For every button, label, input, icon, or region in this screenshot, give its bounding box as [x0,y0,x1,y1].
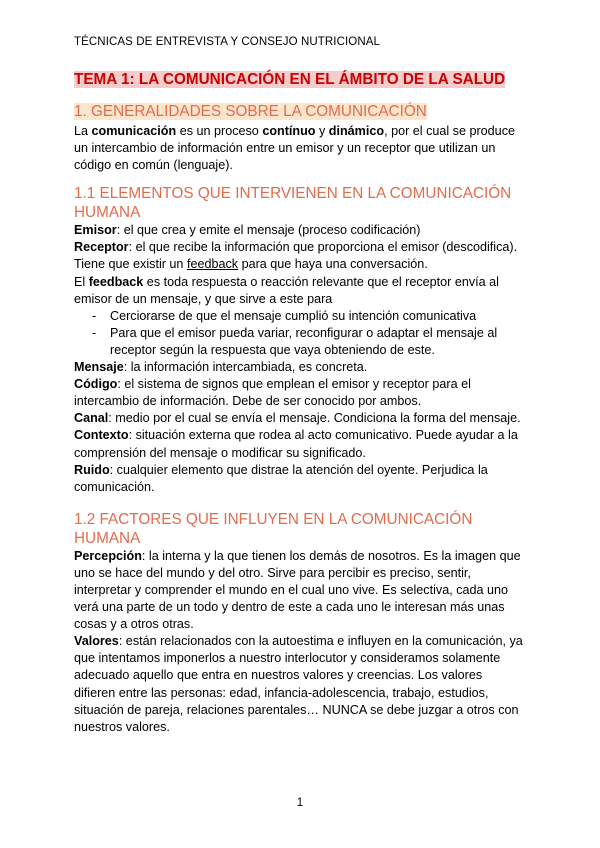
definition-text: : la información intercambiada, es concreta. [123,360,368,375]
definition-text: : están relacionados con la autoestima e influyen en la comunicación, ya que intentamos imponerlos a nuestro interlocutor y consideramos solamente adecuado aquello que entra en nuestros valores y creencias. Los valores difieren entre las personas: edad, infancia-adolescencia, trabajo, estudios, situación de pareja, relaciones parentales… NUNCA se debe juzgar a otros con nuestros valores. [74,634,523,734]
text-run: , por el cual se produce un intercambio de información entre un emisor y un receptor que utilizan un código en común (lenguaje). [74,124,515,173]
section-1-1-heading: 1.1 ELEMENTOS QUE INTERVIENEN EN LA COMUNICACIÓN HUMANA [74,185,512,222]
section-1-2-heading: 1.2 FACTORES QUE INFLUYEN EN LA COMUNICACIÓN HUMANA [74,510,473,547]
definition-text: : el que crea y emite el mensaje (proceso codificación) [116,223,421,238]
term: Valores [74,634,119,649]
definition-text: : la interna y la que tienen los demás de nosotros. Es la imagen que uno se hace del mundo y del otro. Sirve para percibir es preciso, sentir, interpretar y comprender el mundo en el cual uno vive. Es selectiva, cada uno verá una parte de un todo y dentro de este a cada uno le interesan más unas cosas y a otros otras. [74,548,521,632]
definition-percepcion [74,548,524,633]
definition-contexto [74,427,524,461]
definition-text: : medio por el cual se envía el mensaje. Condiciona la forma del mensaje. [108,411,521,426]
definition-receptor [74,239,524,273]
definition-mensaje [74,359,524,376]
text-run: El [74,274,89,289]
definition-ruido [74,462,524,496]
bold-term: contínuo [262,124,316,138]
definition-text: es toda respuesta o reacción relevante que el receptor envía al emisor de un mensaje, y que sirve a este para [74,274,499,306]
definition-text: : el sistema de signos que emplean el emisor y receptor para el intercambio de información. Debe de ser conocido por ambos. [74,377,471,409]
running-header: TÉCNICAS DE ENTREVISTA Y CONSEJO NUTRICIONAL [74,36,381,48]
term: Contexto [74,428,129,443]
definition-feedback [74,274,524,308]
term: Mensaje [74,360,124,375]
page-content [74,69,524,736]
term: Percepción [74,548,142,563]
term: feedback [88,274,144,289]
definition-text: : cualquier elemento que distrae la atención del oyente. Perjudica la comunicación. [74,462,488,494]
definition-valores [74,633,524,736]
term: Canal [74,411,109,426]
list-item: - Cerciorarse de que el mensaje cumplió su intención comunicativa [74,308,524,325]
text-run: La [74,124,92,138]
document-title [74,69,524,90]
bold-term: comunicación [91,124,177,138]
bold-term: dinámico [328,124,385,138]
feedback-list [74,308,524,359]
document-title-text: TEMA 1: LA COMUNICACIÓN EN EL ÁMBITO DE LA SALUD [74,71,506,88]
text-run: es un proceso [176,124,263,138]
section-1-paragraph [74,123,524,174]
definition-emisor [74,222,524,239]
definition-text: : el que recibe la información que proporciona el emisor (descodifica). Tiene que existir un [74,240,518,272]
definition-canal [74,410,524,427]
definition-text: : situación externa que rodea al acto comunicativo. Puede ayudar a la comprensión del mensaje o modificar su significado. [74,428,518,460]
definition-text: para que haya una conversación. [238,257,428,272]
term: Código [74,377,118,392]
text-run: y [315,124,329,138]
term: Ruido [74,462,110,477]
definition-codigo [74,376,524,410]
section-1-heading-text: 1. GENERALIDADES SOBRE LA COMUNICACIÓN [74,103,427,120]
underlined-term: feedback [186,257,239,272]
list-item: - Para que el emisor pueda variar, reconfigurar o adaptar el mensaje al receptor según la respuesta que vaya obteniendo de este. [74,325,524,359]
term: Emisor [74,223,117,238]
section-1-heading [74,102,524,121]
term: Receptor [74,240,129,255]
page-number: 1 [296,797,304,809]
